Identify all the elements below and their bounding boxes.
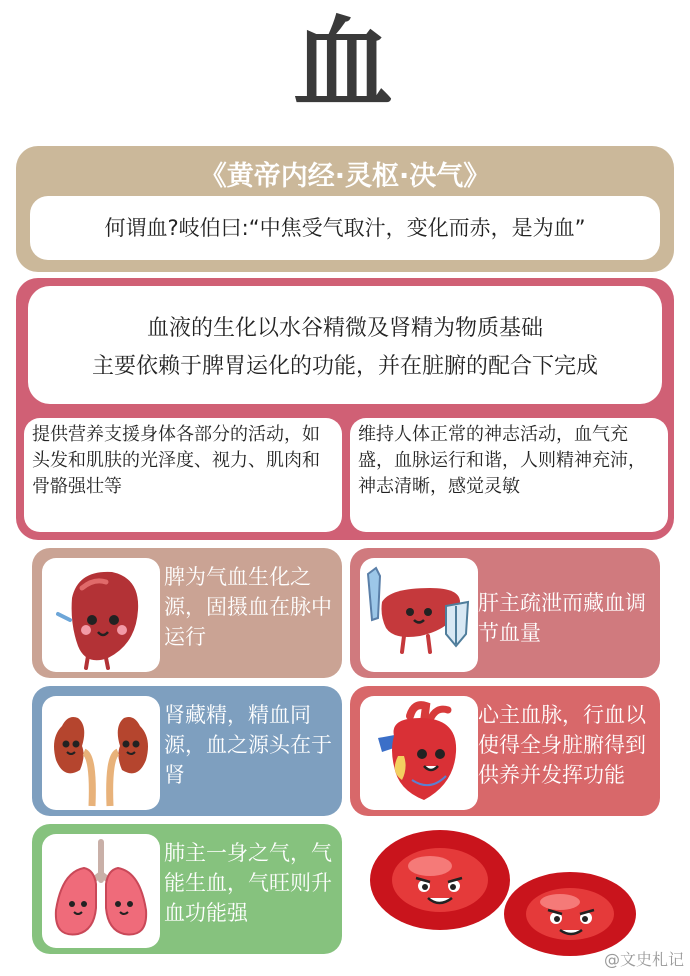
spleen-icon (42, 558, 160, 672)
blood-function-spirit: 维持人体正常的神志活动，血气充盛，血脉运行和谐，人则精神充沛，神志清晰，感觉灵敏 (350, 418, 668, 532)
lung-card (32, 824, 342, 954)
blood-summary (28, 286, 662, 404)
red-blood-cells-illustration (360, 826, 660, 956)
blood-function-nourish: 提供营养支援身体各部分的活动，如头发和肌肤的光泽度、视力、肌肉和骨骼强壮等 (24, 418, 342, 532)
liver-text: 肝主疏泄而藏血调节血量 (478, 591, 646, 645)
watermark: @文史札记 (603, 950, 684, 969)
page-title: 血 (293, 5, 397, 122)
kidney-icon (42, 696, 160, 810)
spleen-text: 脾为气血生化之源，固摄血在脉中运行 (164, 565, 332, 649)
kidney-text: 肾藏精，精血同源，血之源头在于肾 (164, 703, 332, 787)
heart-card (350, 686, 660, 816)
lung-icon (42, 834, 160, 948)
kidney-card (32, 686, 342, 816)
source-panel (16, 146, 674, 272)
blood-panel (16, 278, 674, 540)
spleen-card (32, 548, 342, 678)
heart-icon (360, 696, 478, 810)
source-title: 《黄帝内经·灵枢·决气》 (199, 161, 491, 192)
blood-summary-line2: 主要依赖于脾胃运化的功能，并在脏腑的配合下完成 (91, 354, 598, 379)
liver-icon (360, 558, 478, 672)
liver-card (350, 548, 660, 678)
lung-text: 肺主一身之气，气能生血，气旺则升血功能强 (164, 841, 332, 925)
source-quote: 何谓血?岐伯曰:“中焦受气取汁，变化而赤，是为血” (30, 196, 660, 260)
blood-summary-line1: 血液的生化以水谷精微及肾精为物质基础 (146, 316, 543, 341)
heart-text: 心主血脉，行血以使得全身脏腑得到供养并发挥功能 (478, 703, 646, 787)
